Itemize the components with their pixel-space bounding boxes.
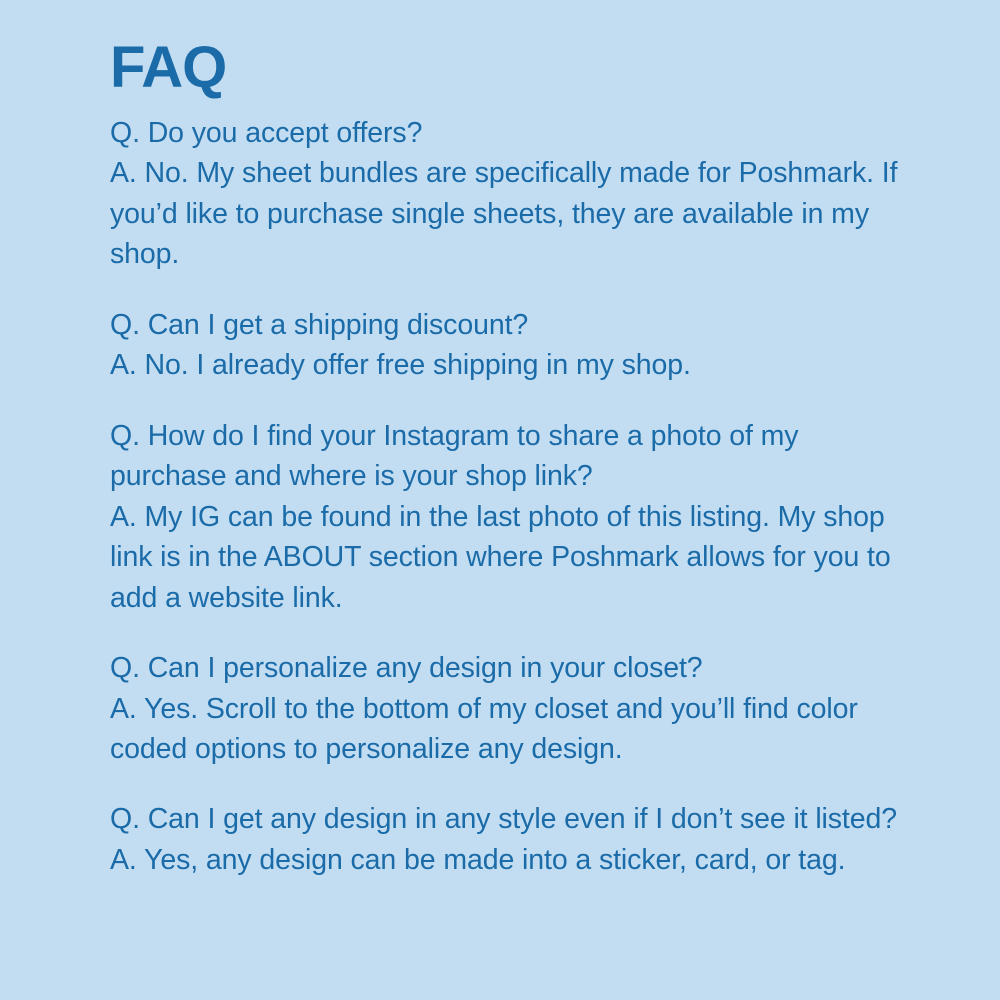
faq-question: Q. Do you accept offers? xyxy=(110,116,423,149)
faq-question: Q. How do I find your Instagram to share a photo of my purchase and where is your shop link? xyxy=(110,419,799,493)
faq-answer: A. Yes. Scroll to the bottom of my closet and you’ll find color coded options to personalize any design. xyxy=(110,692,858,765)
faq-question: Q. Can I personalize any design in your closet? xyxy=(110,652,703,685)
faq-item xyxy=(110,648,910,769)
faq-question: Q. Can I get any design in any style even if I don’t see it listed? xyxy=(110,803,898,836)
faq-answer: A. My IG can be found in the last photo of this listing. My shop link is in the ABOUT section where Poshmark allows for you to add a website link. xyxy=(110,500,891,614)
faq-item xyxy=(110,113,910,275)
faq-answer: A. No. My sheet bundles are specifically made for Poshmark. If you’d like to purchase single sheets, they are available in my shop. xyxy=(110,157,898,271)
faq-answer: A. Yes, any design can be made into a sticker, card, or tag. xyxy=(110,843,846,876)
faq-item xyxy=(110,799,910,880)
faq-item xyxy=(110,416,910,618)
faq-item xyxy=(110,305,910,386)
faq-question: Q. Can I get a shipping discount? xyxy=(110,308,529,341)
page-title: FAQ xyxy=(110,35,227,100)
faq-answer: A. No. I already offer free shipping in my shop. xyxy=(110,349,691,382)
